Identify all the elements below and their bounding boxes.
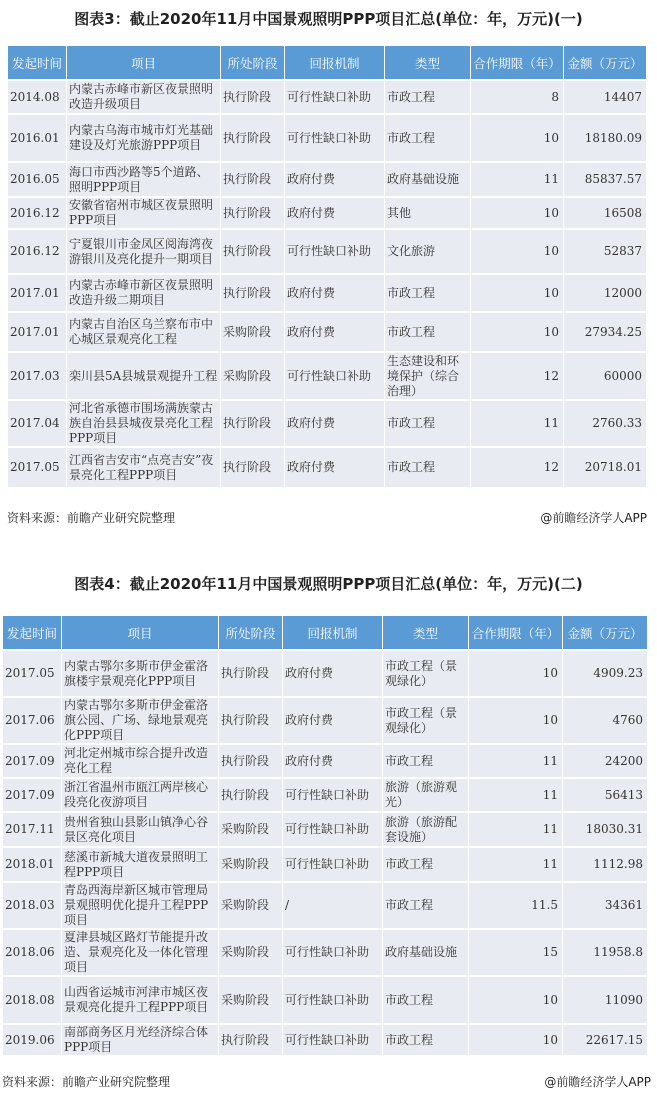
header-stage: 所处阶段 [221, 46, 285, 81]
cell-stage: 执行阶段 [221, 229, 285, 274]
cell-return-mechanism: 可行性缺口补助 [283, 929, 383, 976]
header-return-mechanism: 回报机制 [283, 616, 383, 651]
cell-project: 河北定州城市综合提升改造亮化工程 [62, 744, 219, 778]
header-type: 类型 [383, 616, 469, 651]
cell-type: 市政工程 [385, 312, 471, 352]
table-row [8, 80, 647, 114]
cell-stage: 执行阶段 [221, 114, 285, 162]
cell-amount: 56413 [563, 778, 648, 812]
cell-project: 浙江省温州市瓯江两岸核心段亮化夜游项目 [62, 778, 219, 812]
cell-return-mechanism: / [283, 882, 383, 929]
cell-project: 山西省运城市河津市城区夜景观亮化提升工程PPP项目 [62, 976, 219, 1024]
cell-project: 河北省承德市围场满族蒙古族自治县县城夜景亮化工程PPP项目 [67, 400, 221, 447]
table-row [3, 847, 648, 882]
table-row [3, 812, 648, 847]
cell-term-years: 11 [469, 847, 563, 882]
table-row [8, 352, 647, 400]
cell-stage: 执行阶段 [219, 650, 283, 697]
cell-amount: 27934.25 [564, 312, 647, 352]
cell-start-date: 2016.12 [8, 229, 67, 274]
ppp-table-2 [2, 615, 648, 1055]
header-stage: 所处阶段 [219, 616, 283, 651]
header-return-mechanism: 回报机制 [285, 46, 385, 81]
cell-return-mechanism: 可行性缺口补助 [283, 847, 383, 882]
cell-start-date: 2017.11 [3, 812, 62, 847]
cell-type: 政府基础设施 [383, 929, 469, 976]
header-project: 项目 [67, 46, 221, 81]
cell-type: 其他 [385, 197, 471, 229]
cell-stage: 执行阶段 [221, 80, 285, 114]
cell-type: 旅游（旅游配套设施） [383, 812, 469, 847]
cell-type: 市政工程 [385, 80, 471, 114]
cell-project: 夏津县城区路灯节能提升改造、景观亮化及一体化管理项目 [62, 929, 219, 976]
cell-project: 贵州省独山县影山镇净心谷景区亮化项目 [62, 812, 219, 847]
cell-term-years: 11 [471, 162, 564, 197]
cell-return-mechanism: 可行性缺口补助 [285, 229, 385, 274]
cell-start-date: 2018.06 [3, 929, 62, 976]
cell-start-date: 2017.09 [3, 744, 62, 778]
cell-amount: 85837.57 [564, 162, 647, 197]
table-2-source: 资料来源：前瞻产业研究院整理 [2, 1075, 171, 1089]
ppp-table-1 [7, 45, 647, 487]
cell-term-years: 11 [469, 744, 563, 778]
cell-term-years: 15 [469, 929, 563, 976]
cell-stage: 采购阶段 [221, 352, 285, 400]
cell-amount: 60000 [564, 352, 647, 400]
table-row [3, 778, 648, 812]
cell-term-years: 10 [471, 229, 564, 274]
cell-project: 栾川县5A县城景观提升工程 [67, 352, 221, 400]
cell-project: 内蒙古鄂尔多斯市伊金霍洛旗公园、广场、绿地景观亮化PPP项目 [62, 697, 219, 744]
cell-project: 内蒙古赤峰市新区夜景照明改造升级项目 [67, 80, 221, 114]
table-row [3, 744, 648, 778]
cell-stage: 执行阶段 [219, 744, 283, 778]
cell-amount: 14407 [564, 80, 647, 114]
cell-stage: 执行阶段 [221, 400, 285, 447]
table-row [3, 697, 648, 744]
header-type: 类型 [385, 46, 471, 81]
cell-return-mechanism: 政府付费 [285, 447, 385, 487]
table-row [8, 162, 647, 197]
cell-return-mechanism: 可行性缺口补助 [283, 1024, 383, 1055]
cell-term-years: 11 [471, 400, 564, 447]
table-row [8, 274, 647, 312]
table-2-title: 图表4：截止2020年11月中国景观照明PPP项目汇总(单位：年，万元)(二) [74, 575, 583, 593]
cell-return-mechanism: 政府付费 [285, 400, 385, 447]
cell-type: 市政工程（景观绿化） [383, 650, 469, 697]
cell-term-years: 10 [469, 697, 563, 744]
table-row [8, 197, 647, 229]
cell-return-mechanism: 可行性缺口补助 [285, 80, 385, 114]
header-start-date: 发起时间 [8, 46, 67, 81]
header-term-years: 合作期限（年） [469, 616, 563, 651]
cell-type: 市政工程 [385, 447, 471, 487]
cell-type: 市政工程 [385, 274, 471, 312]
table-row [8, 229, 647, 274]
cell-project: 内蒙古鄂尔多斯市伊金霍洛旗楼宇景观亮化PPP项目 [62, 650, 219, 697]
cell-term-years: 12 [471, 447, 564, 487]
cell-stage: 执行阶段 [219, 697, 283, 744]
cell-return-mechanism: 政府付费 [285, 312, 385, 352]
cell-start-date: 2016.05 [8, 162, 67, 197]
cell-return-mechanism: 政府付费 [285, 162, 385, 197]
cell-type: 市政工程 [383, 976, 469, 1024]
cell-stage: 执行阶段 [221, 447, 285, 487]
cell-return-mechanism: 政府付费 [285, 197, 385, 229]
cell-amount: 52837 [564, 229, 647, 274]
cell-term-years: 10 [469, 650, 563, 697]
cell-start-date: 2017.06 [3, 697, 62, 744]
cell-term-years: 11 [469, 778, 563, 812]
cell-type: 文化旅游 [385, 229, 471, 274]
cell-return-mechanism: 可行性缺口补助 [283, 976, 383, 1024]
cell-project: 江西省吉安市“点亮吉安”夜景亮化工程PPP项目 [67, 447, 221, 487]
cell-term-years: 10 [469, 976, 563, 1024]
cell-amount: 18180.09 [564, 114, 647, 162]
cell-start-date: 2014.08 [8, 80, 67, 114]
header-start-date: 发起时间 [3, 616, 62, 651]
cell-term-years: 10 [471, 114, 564, 162]
table-row [3, 650, 648, 697]
cell-type: 市政工程 [385, 400, 471, 447]
table-1-source: 资料来源：前瞻产业研究院整理 [7, 511, 176, 525]
cell-type: 市政工程 [383, 847, 469, 882]
cell-start-date: 2017.01 [8, 312, 67, 352]
cell-amount: 4909.23 [563, 650, 648, 697]
table-1-title: 图表3：截止2020年11月中国景观照明PPP项目汇总(单位：年，万元)(一) [74, 10, 583, 28]
cell-amount: 22617.15 [563, 1024, 648, 1055]
cell-stage: 执行阶段 [219, 1024, 283, 1055]
cell-type: 政府基础设施 [385, 162, 471, 197]
cell-type: 市政工程 [383, 1024, 469, 1055]
cell-amount: 20718.01 [564, 447, 647, 487]
cell-return-mechanism: 政府付费 [283, 744, 383, 778]
cell-term-years: 10 [471, 274, 564, 312]
cell-start-date: 2017.01 [8, 274, 67, 312]
table-row [3, 882, 648, 929]
cell-return-mechanism: 政府付费 [285, 274, 385, 312]
cell-project: 内蒙古赤峰市新区夜景照明改造升级二期项目 [67, 274, 221, 312]
cell-term-years: 11.5 [469, 882, 563, 929]
cell-return-mechanism: 政府付费 [283, 650, 383, 697]
cell-return-mechanism: 政府付费 [283, 697, 383, 744]
cell-start-date: 2017.04 [8, 400, 67, 447]
cell-project: 海口市西沙路等5个道路、照明PPP项目 [67, 162, 221, 197]
cell-amount: 16508 [564, 197, 647, 229]
cell-type: 市政工程 [383, 882, 469, 929]
cell-start-date: 2017.05 [3, 650, 62, 697]
cell-type: 生态建设和环境保护（综合治理） [385, 352, 471, 400]
table-2-credit: @前瞻经济学人APP [544, 1075, 651, 1089]
cell-stage: 采购阶段 [219, 929, 283, 976]
cell-amount: 24200 [563, 744, 648, 778]
cell-start-date: 2018.01 [3, 847, 62, 882]
cell-project: 慈溪市新城大道夜景照明工程PPP项目 [62, 847, 219, 882]
cell-type: 市政工程 [383, 744, 469, 778]
cell-stage: 采购阶段 [219, 847, 283, 882]
cell-start-date: 2016.12 [8, 197, 67, 229]
cell-project: 安徽省宿州市城区夜景照明PPP项目 [67, 197, 221, 229]
header-term-years: 合作期限（年） [471, 46, 564, 81]
cell-stage: 采购阶段 [221, 312, 285, 352]
cell-start-date: 2017.09 [3, 778, 62, 812]
cell-return-mechanism: 可行性缺口补助 [285, 352, 385, 400]
cell-amount: 18030.31 [563, 812, 648, 847]
cell-project: 内蒙古自治区乌兰察布市中心城区景观亮化工程 [67, 312, 221, 352]
cell-term-years: 12 [471, 352, 564, 400]
cell-term-years: 10 [471, 197, 564, 229]
cell-project: 青岛西海岸新区城市管理局景观照明优化提升工程PPP项目 [62, 882, 219, 929]
table-row [8, 400, 647, 447]
cell-project: 南部商务区月光经济综合体PPP项目 [62, 1024, 219, 1055]
cell-stage: 采购阶段 [219, 882, 283, 929]
header-amount: 金额（万元） [563, 616, 648, 651]
cell-type: 旅游（旅游观光） [383, 778, 469, 812]
cell-project: 宁夏银川市金凤区阅海湾夜游银川及亮化提升一期项目 [67, 229, 221, 274]
table-row [3, 1024, 648, 1055]
table-row [8, 447, 647, 487]
cell-amount: 1112.98 [563, 847, 648, 882]
cell-return-mechanism: 可行性缺口补助 [285, 114, 385, 162]
cell-term-years: 10 [469, 1024, 563, 1055]
cell-return-mechanism: 可行性缺口补助 [283, 812, 383, 847]
cell-start-date: 2018.03 [3, 882, 62, 929]
cell-amount: 11958.8 [563, 929, 648, 976]
cell-start-date: 2017.03 [8, 352, 67, 400]
table-row [3, 929, 648, 976]
cell-stage: 执行阶段 [219, 778, 283, 812]
cell-type: 市政工程 [385, 114, 471, 162]
cell-return-mechanism: 可行性缺口补助 [283, 778, 383, 812]
cell-amount: 12000 [564, 274, 647, 312]
cell-stage: 采购阶段 [219, 976, 283, 1024]
cell-stage: 执行阶段 [221, 162, 285, 197]
cell-term-years: 8 [471, 80, 564, 114]
cell-amount: 34361 [563, 882, 648, 929]
cell-type: 市政工程（景观绿化） [383, 697, 469, 744]
table-row [3, 976, 648, 1024]
cell-stage: 采购阶段 [219, 812, 283, 847]
header-amount: 金额（万元） [564, 46, 647, 81]
cell-start-date: 2018.08 [3, 976, 62, 1024]
table-row [8, 312, 647, 352]
cell-amount: 2760.33 [564, 400, 647, 447]
table-1-credit: @前瞻经济学人APP [540, 511, 647, 525]
table-row [8, 114, 647, 162]
cell-start-date: 2019.06 [3, 1024, 62, 1055]
cell-project: 内蒙古乌海市城市灯光基础建设及灯光旅游PPP项目 [67, 114, 221, 162]
cell-term-years: 11 [469, 812, 563, 847]
cell-stage: 执行阶段 [221, 274, 285, 312]
cell-amount: 11090 [563, 976, 648, 1024]
cell-stage: 执行阶段 [221, 197, 285, 229]
cell-start-date: 2016.01 [8, 114, 67, 162]
cell-start-date: 2017.05 [8, 447, 67, 487]
header-project: 项目 [62, 616, 219, 651]
cell-term-years: 10 [471, 312, 564, 352]
cell-amount: 4760 [563, 697, 648, 744]
